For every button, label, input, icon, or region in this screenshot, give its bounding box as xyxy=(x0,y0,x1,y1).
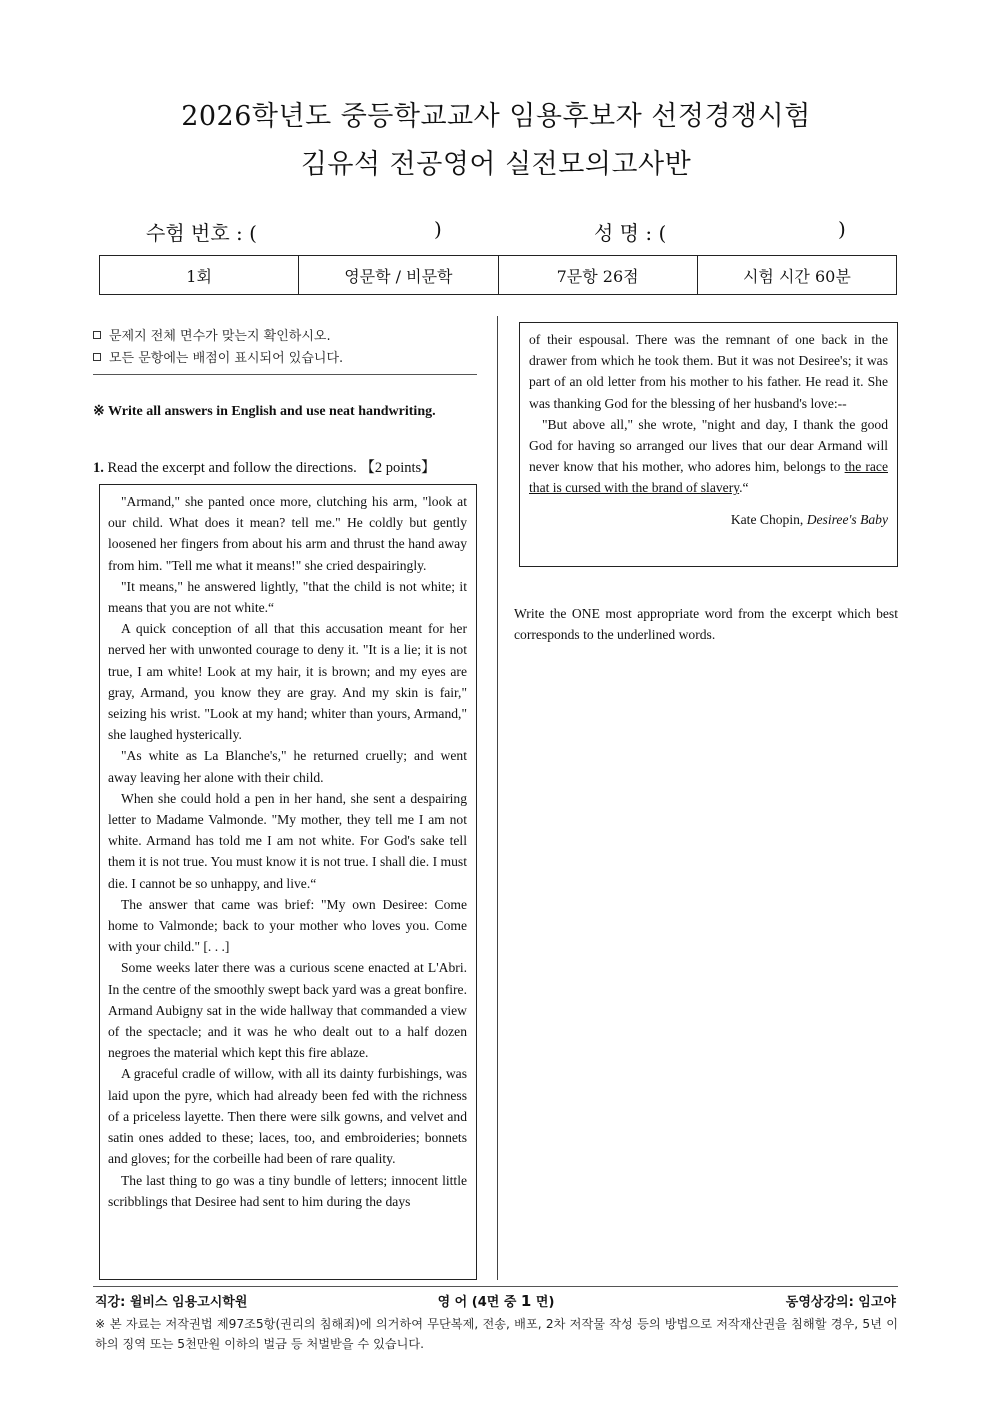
exam-number-field xyxy=(146,217,446,246)
work-title: Desiree's Baby xyxy=(806,511,888,527)
column-divider xyxy=(497,316,498,1280)
passage-paragraph: When she could hold a pen in her hand, she sent a despairing letter to Madame Valmonde. "My mother, they tell me I am not white. Armand has told me I am not white. For God's sake tell them it is not true. You must know it is not true. I shall die. I must die. I cannot be so unhappy, and live.“ xyxy=(108,790,467,891)
footer-lecture: 동영상강의: 임고야 xyxy=(785,1295,896,1310)
exam-number-close: ) xyxy=(434,217,442,241)
passage-paragraph: "It means," he answered lightly, "that the child is not white; it means that you are not white.“ xyxy=(108,578,467,616)
author-name: Kate Chopin, xyxy=(730,511,807,527)
question-points: 【2 points】 xyxy=(360,460,436,476)
name-label: 성 명 : ( xyxy=(594,221,667,245)
exam-info-table xyxy=(99,255,897,295)
name-close: ) xyxy=(838,217,846,241)
info-subject: 영문학 / 비문학 xyxy=(299,256,498,295)
passage-paragraph: The answer that came was brief: "My own Desiree: Come home to Valmonde; back to your mother who loves you. Come with your child." [. . .] xyxy=(108,896,467,955)
question-direction: Write the ONE most appropriate word from the excerpt which best corresponds to the underlined words. xyxy=(514,606,898,643)
info-round: 1회 xyxy=(100,256,299,295)
page-number: 1 xyxy=(520,1292,532,1310)
notice-item: 문제지 전체 면수가 맞는지 확인하시오. xyxy=(93,326,477,348)
attribution xyxy=(529,509,888,530)
exam-title: 2026학년도 중등학교교사 임용후보자 선정경쟁시험 xyxy=(181,101,811,132)
passage-paragraph: "Armand," she panted once more, clutching his arm, "look at our child. What does it mean? tell me." He coldly but gently loosened her fingers from about his arm and thrust the hand away from him. "Tell me what it means!" she cried despairingly. xyxy=(108,494,467,573)
passage-paragraph: The last thing to go was a tiny bundle of letters; innocent little scribblings that Desiree had sent to him during the days xyxy=(108,1172,467,1209)
passage-paragraph: A quick conception of all that this accusation meant for her nerved her with unwonted courage to deny it. "It is a lie; it is not true, I am white! Look at my hair, it is brown; and my eyes are gray, Armand, you know they are gray. And my skin is fair," seizing his wrist. "Look at my hand; whiter than yours, Armand," she laughed hysterically. xyxy=(108,621,467,743)
question-number: 1. xyxy=(93,460,104,476)
name-field xyxy=(594,217,854,246)
exam-number-label: 수험 번호 : ( xyxy=(146,221,257,245)
info-questions: 7문항 26점 xyxy=(498,256,697,295)
notice-list xyxy=(93,326,477,370)
divider xyxy=(93,374,477,375)
passage-paragraph: "As white as La Blanche's," he returned cruelly; and went away leaving her alone with their child. xyxy=(108,748,467,785)
general-instruction: ※ Write all answers in English and use neat handwriting. xyxy=(93,404,436,419)
passage-paragraph: A graceful cradle of willow, with all its dainty furbishings, was laid upon the pyre, which had already been fed with the richness of a priceless layette. Then there were silk gowns, and velvet and satin ones added to these; laces, too, and embroideries; bonnets and gloves; for the corbeille had been of rare quality. xyxy=(108,1066,467,1167)
notice-item: 모든 문항에는 배점이 표시되어 있습니다. xyxy=(93,348,477,370)
square-bullet-icon xyxy=(93,331,101,339)
course-title: 김유석 전공영어 실전모의고사반 xyxy=(300,149,692,180)
passage-box-left xyxy=(99,484,477,1280)
info-time: 시험 시간 60분 xyxy=(697,256,896,295)
footer-divider xyxy=(93,1286,898,1287)
square-bullet-icon xyxy=(93,353,101,361)
passage-paragraph: Some weeks later there was a curious scene enacted at L'Abri. In the centre of the smoothly swept back yard was a great bonfire. Armand Aubigny sat in the wide hallway that commanded a view of the spectacle; and it was he who dealt out to a half dozen negroes the material which kept this fire ablaze. xyxy=(108,960,467,1061)
copyright-notice: ※ 본 자료는 저작권법 제97조5항(권리의 침해죄)에 의거하여 무단복제, 전송, 배포, 2차 저작물 작성 등의 방법으로 저작재산권을 침해할 경우, 5년 이하의 징역 또는 5천만원 이하의 벌금 등 처벌받을 수 있습니다. xyxy=(95,1317,898,1351)
passage-box-right xyxy=(519,322,898,567)
question-prompt: Read the excerpt and follow the directions. xyxy=(107,460,357,476)
footer-page-info: 영 어 (4면 중 1 면) xyxy=(437,1292,555,1310)
passage-paragraph: "But above all," she wrote, "night and day, I thank the good God for having so arranged our lives that our dear Armand will never know that his mother, who adores him, belongs to the race that is cursed with the brand of slavery.“ xyxy=(529,416,888,496)
footer-academy: 직강: 윌비스 임용고시학원 xyxy=(95,1295,248,1310)
underlined-phrase: the race that is cursed with the brand of slavery xyxy=(529,459,888,496)
passage-paragraph: of their espousal. There was the remnant of one back in the drawer from which he took them. But it was not Desiree's; it was part of an old letter from his mother to his father. He read it. She was thanking God for the blessing of her husband's love:-- xyxy=(529,332,888,411)
question-1-header xyxy=(93,456,477,477)
